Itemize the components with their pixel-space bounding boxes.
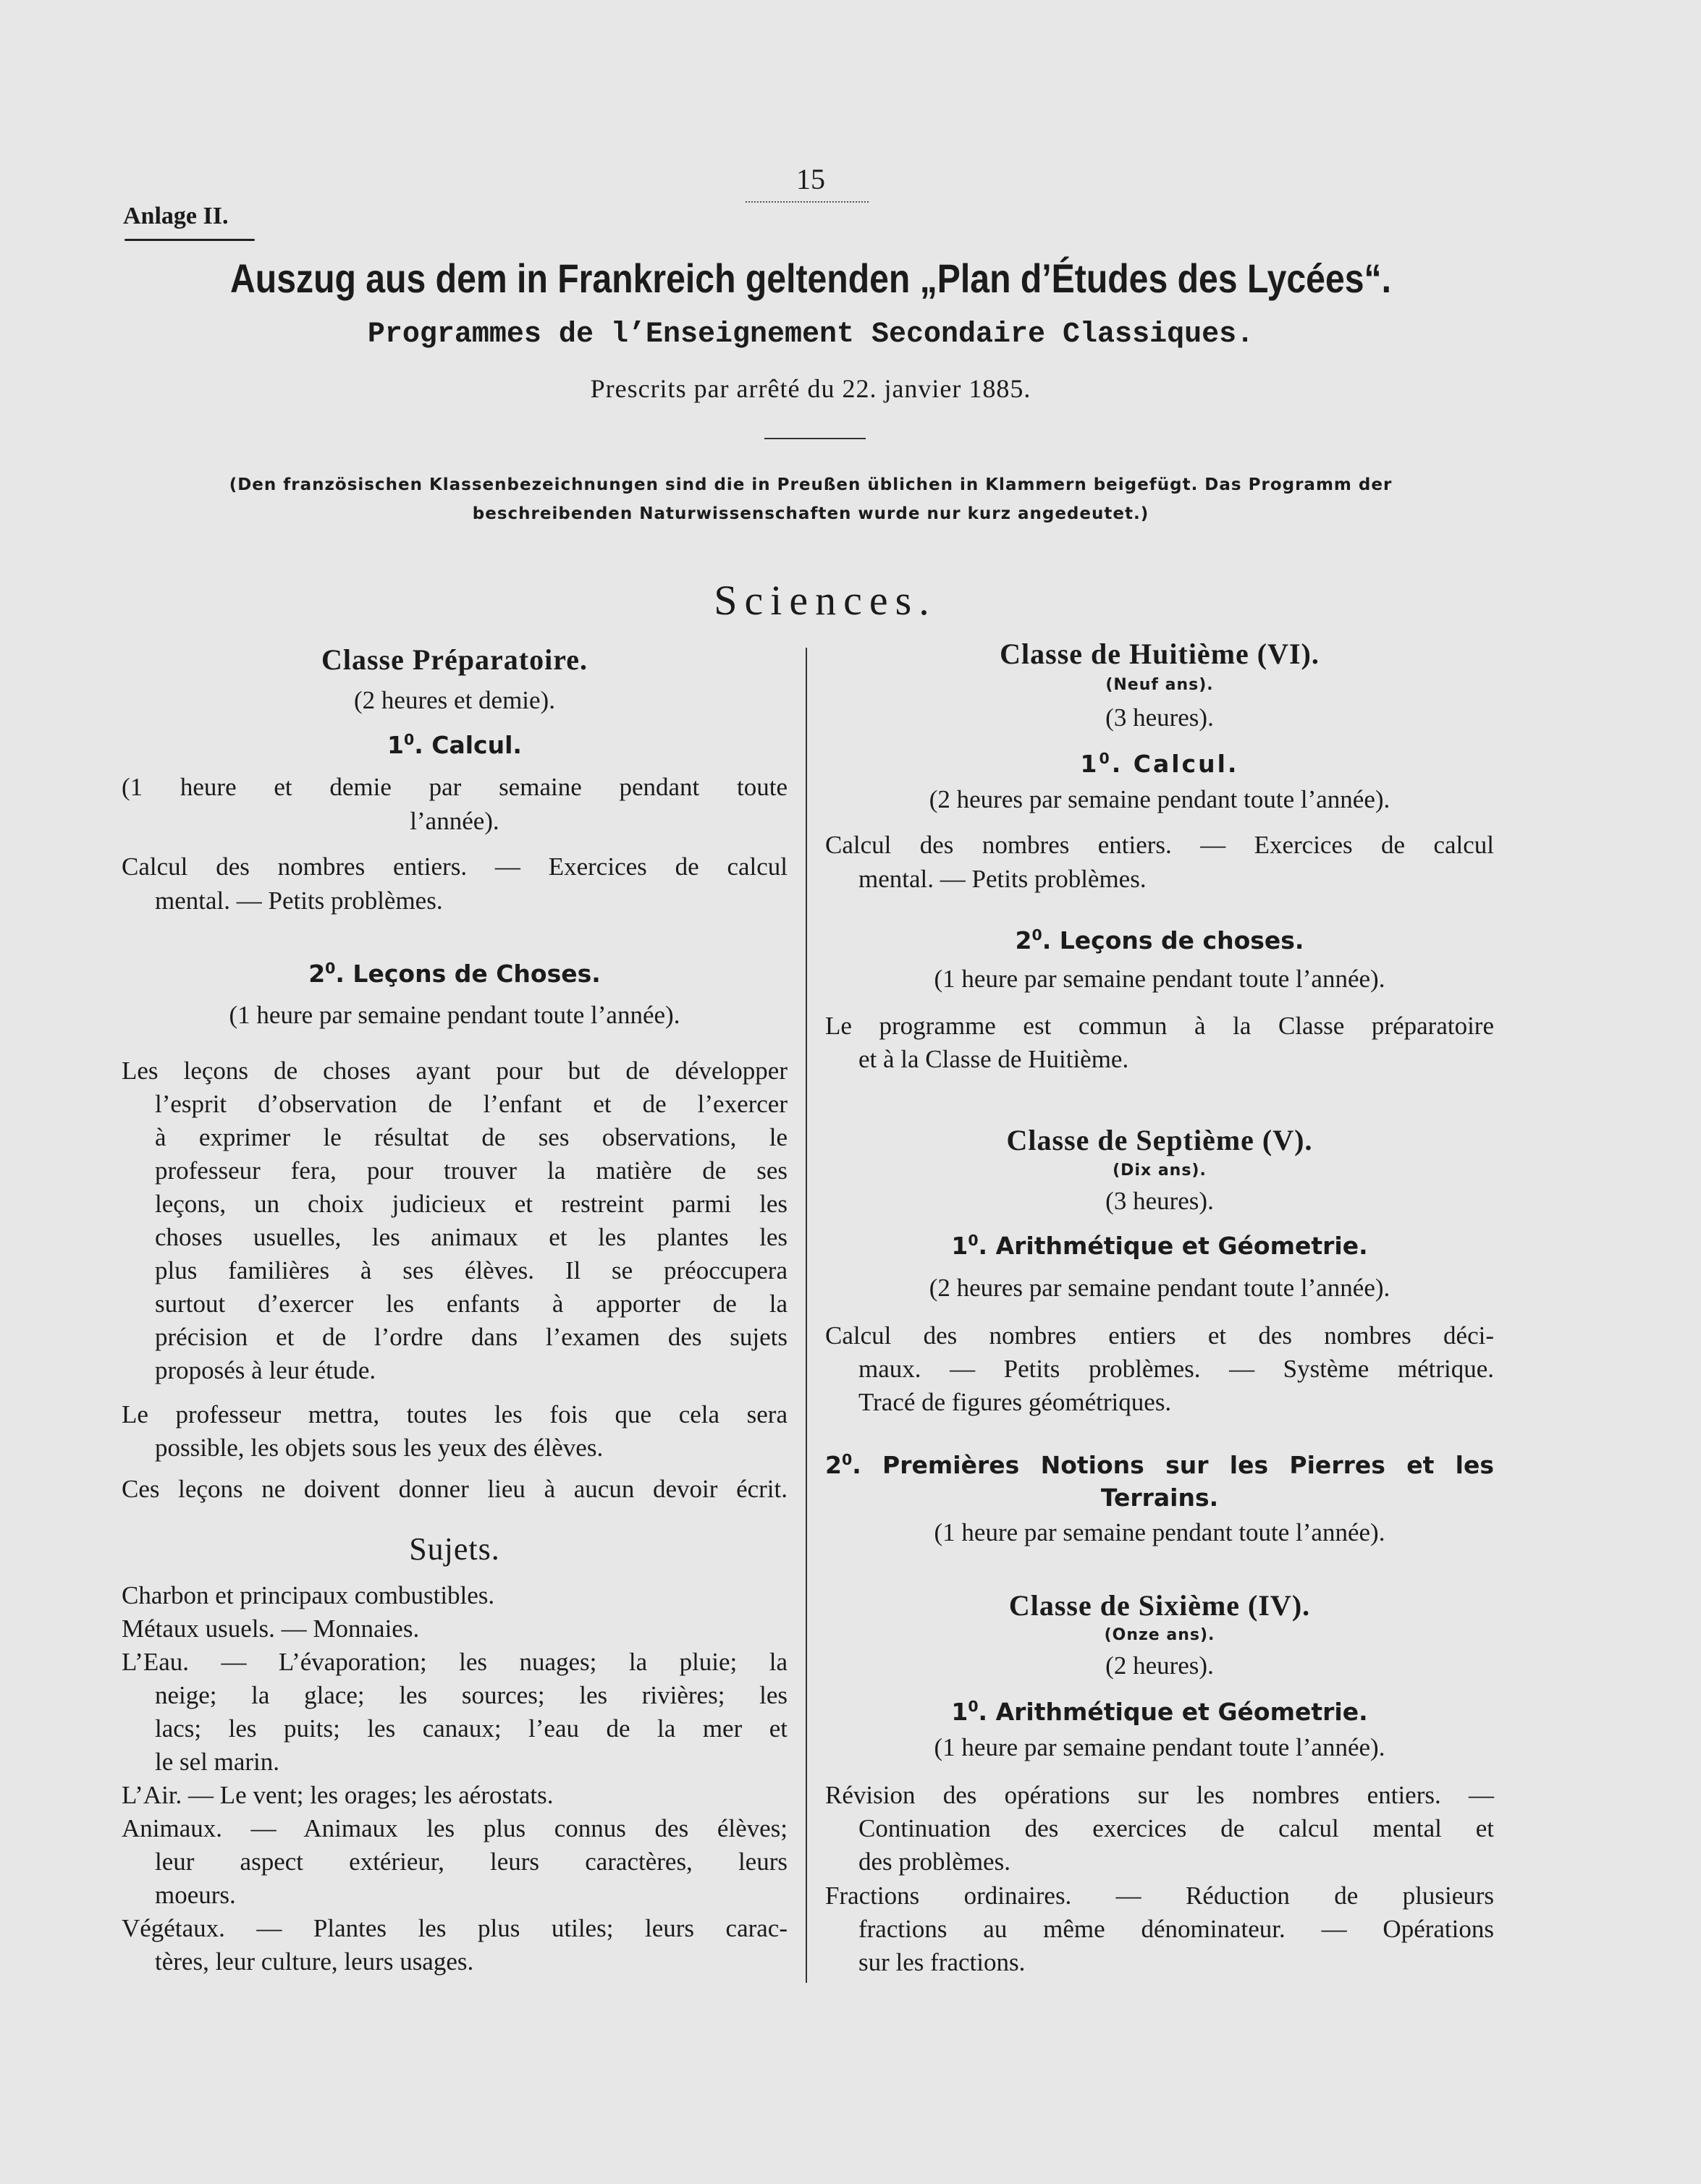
decree-line: Prescrits par arrêté du 22. janvier 1885. <box>590 374 1031 403</box>
subject-title: . Calcul. <box>1111 750 1239 778</box>
subject-hours: (1 heure par semaine pendant toute l’année). <box>229 1001 680 1029</box>
editorial-note <box>145 470 1477 528</box>
subject-hours: (1 heure par semaine pendant toute l’année). <box>934 1518 1385 1546</box>
body-line: plus familières à ses élèves. Il se préoccupera <box>155 1256 788 1284</box>
subject-hours: (1 heure et demie par semaine pendant toute <box>122 773 788 801</box>
sujet-line: L’Eau. — L’évaporation; les nuages; la pluie; la <box>122 1648 788 1676</box>
sujet-line: L’Air. — Le vent; les orages; les aérostats. <box>122 1781 554 1809</box>
sujet-line: Charbon et principaux combustibles. <box>122 1581 495 1609</box>
note-line: (Den französischen Klassenbezeichnungen sind die in Preußen üblichen in Klammern beigefügt. Das Programm der <box>229 475 1393 494</box>
document-title: Auszug aus dem in Frankreich geltenden „Plan d’Études des Lycées“. <box>230 255 1391 301</box>
class-hours: (2 heures). <box>1105 1651 1214 1680</box>
class-hours: (3 heures). <box>1105 1187 1214 1215</box>
numbering: 1 <box>951 1698 968 1726</box>
numbering: 1 <box>951 1232 968 1260</box>
subject-heading <box>825 750 1494 778</box>
body-line: leçons, un choix judicieux et restreint parmi les <box>155 1190 788 1218</box>
numbering: 2 <box>308 960 326 988</box>
page-number: 15 <box>796 163 825 195</box>
page-number-ornament <box>746 201 869 203</box>
body-line: mental. — Petits problèmes. <box>858 865 1147 893</box>
body-line: l’esprit d’observation de l’enfant et de l’exercer <box>155 1090 788 1118</box>
note-line: beschreibenden Naturwissenschaften wurde nur kurz angedeutet.) <box>472 504 1149 523</box>
subject-heading <box>825 926 1494 955</box>
body-line: précision et de l’ordre dans l’examen des sujets <box>155 1323 788 1351</box>
column-divider <box>806 648 807 1983</box>
class-hours: (3 heures). <box>1105 703 1214 732</box>
subject-title: . Leçons de choses. <box>1042 926 1304 955</box>
section-heading: Sciences. <box>714 577 937 624</box>
body-line: Calcul des nombres entiers et des nombres déci- <box>825 1321 1494 1350</box>
body-line: Calcul des nombres entiers. — Exercices de calcul <box>122 852 788 881</box>
body-line: Fractions ordinaires. — Réduction de plusieurs <box>825 1882 1494 1910</box>
degree-marker: 0 <box>968 1232 979 1249</box>
body-line: des problèmes. <box>858 1847 1010 1876</box>
subject-heading <box>825 1232 1494 1260</box>
numbering: 1 <box>1080 750 1099 778</box>
degree-marker: 0 <box>1099 750 1112 767</box>
sujets-heading: Sujets. <box>409 1531 500 1567</box>
subject-hours: l’année). <box>410 807 499 835</box>
body-line: possible, les objets sous les yeux des élèves. <box>155 1434 604 1462</box>
class-hours: (2 heures et demie). <box>354 686 555 714</box>
body-line: choses usuelles, les animaux et les plantes les <box>155 1223 788 1251</box>
numbering: 2 <box>825 1451 842 1479</box>
sujet-line: Végétaux. — Plantes les plus utiles; leurs carac- <box>122 1914 788 1942</box>
class-age: (Dix ans). <box>1113 1161 1207 1180</box>
class-age: (Onze ans). <box>1104 1626 1215 1644</box>
body-line: proposés à leur étude. <box>155 1356 376 1384</box>
subject-title: . Arithmétique et Géometrie. <box>978 1232 1368 1260</box>
body-line: Continuation des exercices de calcul mental et <box>858 1814 1494 1842</box>
subject-title: . Leçons de Choses. <box>335 960 601 988</box>
sujet-line: neige; la glace; les sources; les rivières; les <box>155 1681 788 1709</box>
subject-heading <box>825 1451 1494 1479</box>
sujet-line: lacs; les puits; les canaux; l’eau de la mer et <box>155 1714 788 1743</box>
body-line: Révision des opérations sur les nombres entiers. — <box>825 1781 1494 1809</box>
class-heading: Classe de Septième (V). <box>1006 1124 1313 1156</box>
body-line: à exprimer le résultat de ses observations, le <box>155 1123 788 1151</box>
subject-title: . Calcul. <box>414 731 522 759</box>
degree-marker: 0 <box>404 731 415 748</box>
numbering: 2 <box>1015 926 1032 955</box>
subject-hours: (2 heures par semaine pendant toute l’année). <box>929 1274 1390 1302</box>
degree-marker: 0 <box>968 1698 979 1715</box>
body-line: et à la Classe de Huitième. <box>858 1045 1129 1073</box>
subject-heading <box>122 731 788 759</box>
class-age: (Neuf ans). <box>1105 676 1214 694</box>
appendix-label: Anlage II. <box>123 203 229 229</box>
sujet-line: Animaux. — Animaux les plus connus des élèves; <box>122 1814 788 1842</box>
subject-title: . Arithmétique et Géometrie. <box>978 1698 1368 1726</box>
subject-heading-continued: Terrains. <box>1100 1483 1219 1512</box>
body-line: Tracé de figures géométriques. <box>858 1388 1172 1416</box>
appendix-underline <box>124 239 255 241</box>
numbering: 1 <box>387 731 404 759</box>
subject-hours: (1 heure par semaine pendant toute l’année). <box>934 1733 1385 1761</box>
subject-heading <box>825 1698 1494 1726</box>
subject-title: . Premières Notions sur les Pierres et les <box>852 1451 1494 1479</box>
body-line: Le professeur mettra, toutes les fois que cela sera <box>122 1400 788 1429</box>
class-heading: Classe de Huitième (VI). <box>1000 638 1320 670</box>
class-heading: Classe Préparatoire. <box>321 643 588 676</box>
body-line: Ces leçons ne doivent donner lieu à aucun devoir écrit. <box>122 1475 788 1503</box>
subject-hours: (1 heure par semaine pendant toute l’année). <box>934 965 1385 993</box>
body-line: Les leçons de choses ayant pour but de développer <box>122 1057 788 1085</box>
sujet-line: leur aspect extérieur, leurs caractères, leurs <box>155 1847 788 1876</box>
body-line: sur les fractions. <box>858 1948 1026 1976</box>
degree-marker: 0 <box>1031 926 1042 944</box>
sujet-line: moeurs. <box>155 1881 236 1909</box>
class-heading: Classe de Sixième (IV). <box>1008 1589 1311 1622</box>
header-divider <box>764 438 866 439</box>
body-line: surtout d’exercer les enfants à apporter de la <box>155 1290 788 1318</box>
document-subtitle: Programmes de l’Enseignement Secondaire Classiques. <box>367 318 1254 351</box>
sujet-line: Métaux usuels. — Monnaies. <box>122 1614 420 1643</box>
sujet-line: le sel marin. <box>155 1748 280 1776</box>
body-line: maux. — Petits problèmes. — Système métrique. <box>858 1355 1494 1383</box>
degree-marker: 0 <box>841 1451 853 1468</box>
degree-marker: 0 <box>325 960 336 977</box>
sujet-line: tères, leur culture, leurs usages. <box>155 1947 474 1976</box>
body-line: Le programme est commun à la Classe préparatoire <box>825 1012 1494 1040</box>
body-line: fractions au même dénominateur. — Opérations <box>858 1915 1494 1943</box>
subject-heading <box>122 960 788 988</box>
subject-hours: (2 heures par semaine pendant toute l’année). <box>929 785 1390 813</box>
body-line: professeur fera, pour trouver la matière de ses <box>155 1156 788 1185</box>
body-line: Calcul des nombres entiers. — Exercices de calcul <box>825 831 1494 859</box>
body-line: mental. — Petits problèmes. <box>155 886 443 915</box>
